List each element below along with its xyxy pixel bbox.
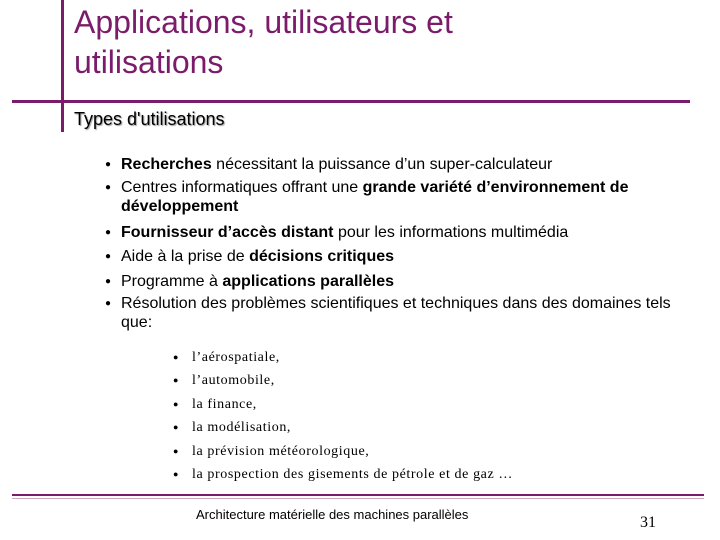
bullet-dot-icon: ●: [173, 375, 180, 386]
footer-rule-shadow: [12, 498, 704, 499]
bullet-dot-icon: ●: [173, 445, 180, 456]
main-bullet-list: [102, 153, 702, 337]
bullet-bold-text: grande variété d’environnement de développement: [121, 178, 629, 215]
title-horizontal-rule: [12, 100, 690, 103]
sub-bullet-text: la prospection des gisements de pétrole et de gaz …: [192, 467, 514, 483]
bullet-bold-text: Recherches: [121, 156, 212, 173]
footer-rule: [12, 494, 704, 496]
sub-bullet-text: l’aérospatiale,: [192, 350, 280, 365]
bullet-dot-icon: ●: [105, 159, 112, 170]
bullet-item: [102, 245, 702, 270]
bullet-dot-icon: ●: [105, 181, 112, 193]
bullet-text: Aide à la prise de: [121, 248, 250, 265]
title-vertical-rule: [61, 0, 64, 132]
bullet-item: [102, 270, 702, 295]
bullet-dot-icon: ●: [173, 352, 180, 362]
sub-bullet-text: la finance,: [192, 396, 257, 412]
sub-bullet-item: [170, 440, 590, 463]
bullet-item: [102, 294, 702, 337]
bullet-bold-text: applications parallèles: [222, 272, 394, 290]
bullet-dot-icon: ●: [105, 298, 112, 309]
bullet-item: [102, 153, 702, 178]
bullet-dot-icon: ●: [173, 422, 180, 433]
bullet-dot-icon: ●: [105, 251, 112, 262]
sub-bullet-text: l’automobile,: [192, 373, 275, 389]
slide-subtitle: Types d'utilisations: [74, 109, 225, 129]
sub-bullet-item: [170, 346, 590, 369]
bullet-dot-icon: ●: [173, 398, 180, 409]
bullet-item: [102, 178, 702, 221]
sub-bullet-text: la prévision météorologique,: [192, 443, 370, 459]
bullet-bold-text: Fournisseur d’accès distant: [121, 223, 334, 241]
bullet-dot-icon: ●: [173, 469, 180, 480]
bullet-text: nécessitant la puissance d’un super-calculateur: [211, 156, 553, 173]
bullet-text: Résolution des problèmes scientifiques et techniques dans des domaines tels que:: [121, 295, 671, 331]
slide-title: [74, 2, 694, 82]
sub-bullet-item: [170, 463, 590, 486]
slide-title-line-1: Applications, utilisateurs et: [74, 4, 453, 40]
sub-bullet-item: [170, 369, 590, 392]
footer-text: Architecture matérielle des machines parallèles: [196, 507, 469, 522]
sub-bullet-text: la modélisation,: [192, 420, 292, 436]
bullet-text: pour les informations multimédia: [333, 223, 569, 241]
sub-bullet-item: [170, 416, 590, 439]
bullet-dot-icon: ●: [105, 275, 112, 287]
page-number: 31: [640, 514, 656, 531]
bullet-item: [102, 221, 702, 246]
slide-title-line-2: utilisations: [74, 44, 224, 80]
sub-bullet-item: [170, 393, 590, 416]
bullet-bold-text: décisions critiques: [249, 248, 395, 265]
bullet-text: Centres informatiques offrant une: [121, 178, 363, 196]
bullet-text: Programme à: [121, 272, 223, 290]
bullet-dot-icon: ●: [105, 226, 112, 238]
sub-bullet-list: [170, 346, 590, 486]
